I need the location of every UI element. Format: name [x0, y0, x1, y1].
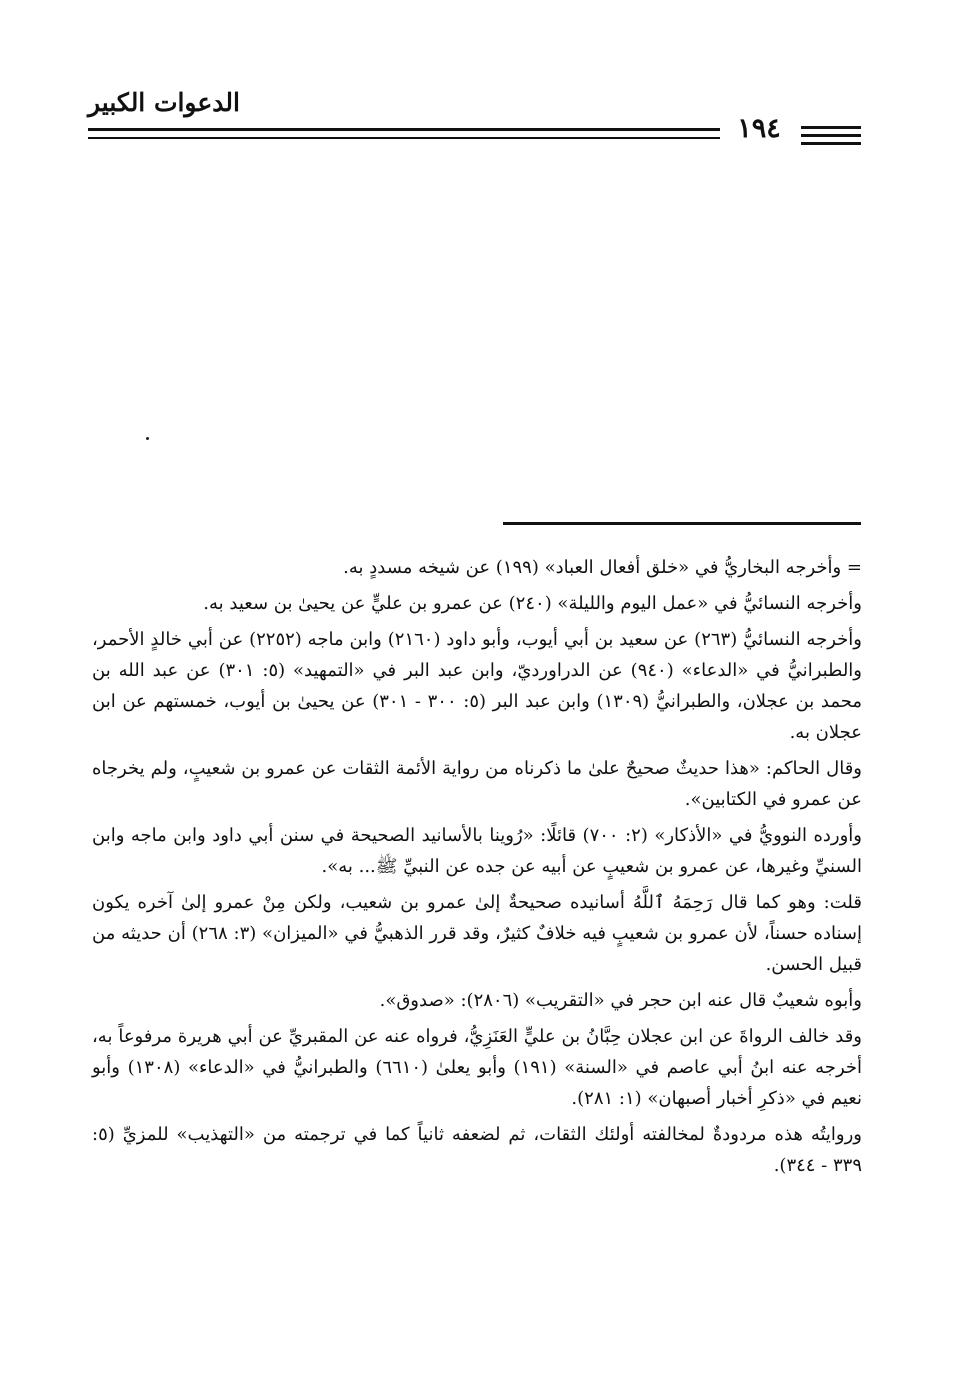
- footnote-paragraph: وروايتُه هذه مردودةٌ لمخالفته أولئك الثقات، ثم لضعفه ثانياً كما في ترجمته من «التهذيب» للمزيِّ (٥: ٣٣٩ - ٣٤٤).: [92, 1124, 862, 1176]
- footnote-paragraph: قلت: وهو كما قال رَحِمَهُ ٱللَّهُ أسانيده صحيحةٌ إلىٰ عمرو بن شعيب، ولكن مِنْ عمرو إلىٰ آخره يكون إسناده حسناً، لأن عمرو بن شعيبٍ فيه خلافٌ كثيرٌ، وقد قرر الذهبيُّ في «الميزان» (٣: ٢٦٨) أن حديثه من قبيل الحسن.: [92, 892, 863, 975]
- running-header-title: الدعوات الكبير: [88, 88, 240, 117]
- page-number-ornament-rule: [801, 142, 861, 145]
- page-number-ornament-rule: [801, 126, 861, 129]
- ink-speck: [146, 437, 149, 440]
- header-rule-thin: [88, 137, 720, 139]
- footnote-paragraph: وقال الحاكم: «هذا حديثٌ صحيحٌ علىٰ ما ذكرناه من رواية الأئمة الثقات عن عمرو بن شعيبٍ، ولم يخرجاه عن عمرو في الكتابين».: [92, 758, 862, 810]
- page-number: ١٩٤: [737, 113, 781, 144]
- footnote-paragraph: = وأخرجه البخاريُّ في «خلق أفعال العباد» (١٩٩) عن شيخه مسددٍ به.: [343, 557, 862, 578]
- footnote-paragraph: وأخرجه النسائيُّ (٢٦٣) عن سعيد بن أبي أيوب، وأبو داود (٢١٦٠) وابن ماجه (٢٢٥٢) عن أبي خالدٍ الأحمر، والطبرانيُّ في «الدعاء» (٩٤٠) عن الدراورديّ، وابن عبد البر في «التمهيد» (٥: ٣٠١) عن عبد الله بن محمد بن عجلان، والطبرانيُّ (١٣٠٩) وابن عبد البر (٥: ٣٠٠ - ٣٠١) عن يحيىٰ بن أيوب، خمستهم عن ابن عجلان به.: [92, 629, 863, 743]
- footnote-paragraph: وقد خالف الرواةَ عن ابن عجلان حِبَّانُ بن عليٍّ العَنَزِيُّ، فرواه عنه عن المقبريِّ عن أبي هريرة مرفوعاً به، أخرجه عنه ابنُ أبي عاصم في «السنة» (١٩١) وأبو يعلىٰ (٦٦١٠) والطبرانيُّ في «الدعاء» (١٣٠٨) وأبو نعيم في «ذكرِ أخبار أصبهان» (١: ٢٨١).: [92, 1026, 862, 1109]
- page-number-ornament-rule: [801, 134, 861, 137]
- footnote-paragraph: وأخرجه النسائيُّ في «عمل اليوم والليلة» (٢٤٠) عن عمرو بن عليٍّ عن يحيىٰ بن سعيد به.: [203, 593, 862, 614]
- footnote-paragraph: وأورده النوويُّ في «الأذكار» (٢: ٧٠٠) قائلًا: «رُوينا بالأسانيد الصحيحة في سنن أبي داود وابن ماجه وابن السنيِّ وغيرها، عن عمرو بن شعيبٍ عن أبيه عن جده عن النبيِّ ﷺ... به».: [92, 825, 863, 877]
- header-rule: [88, 128, 720, 131]
- footnotes-block: [92, 552, 862, 1186]
- footnote-paragraph: وأبوه شعيبٌ قال عنه ابن حجر في «التقريب» (٢٨٠٦): «صدوق».: [379, 990, 862, 1011]
- footnote-separator: [503, 522, 861, 525]
